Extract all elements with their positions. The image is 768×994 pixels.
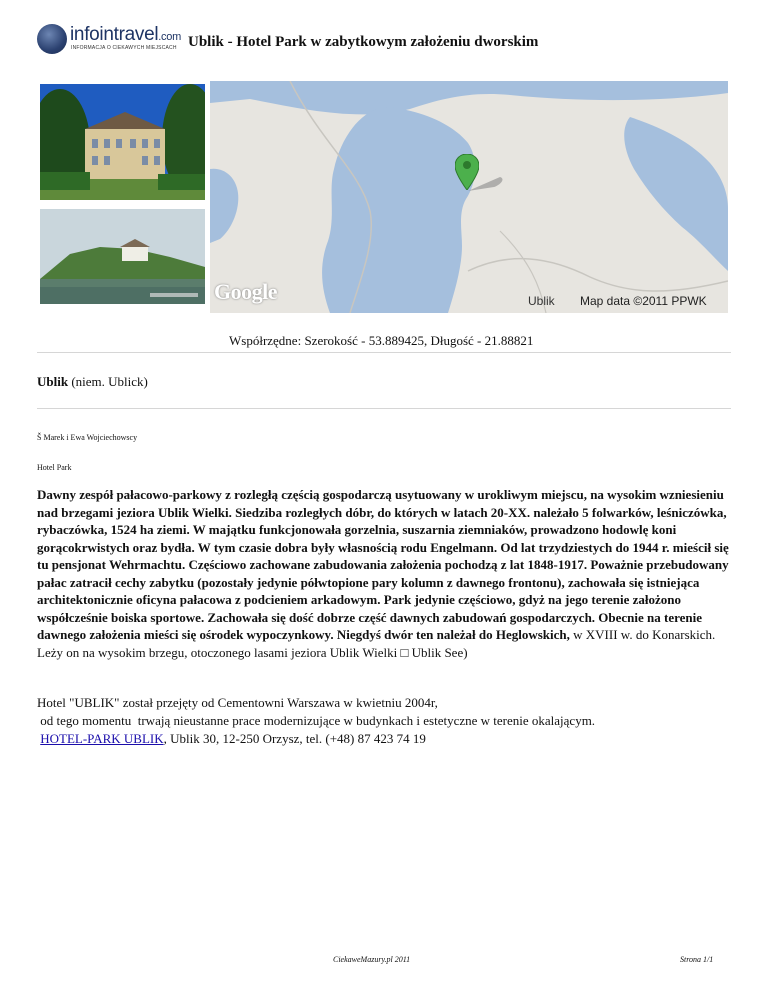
location-map[interactable] xyxy=(210,81,728,313)
coordinates: Współrzędne: Szerokość - 53.889425, Długość - 21.88821 xyxy=(229,333,534,348)
hotel-line-3: HOTEL-PARK UBLIK, Ublik 30, 12-250 Orzysz, tel. (+48) 87 423 74 19 xyxy=(40,731,426,746)
divider xyxy=(37,352,731,353)
map-place-label: Ublik xyxy=(528,294,555,308)
map-marker-icon[interactable] xyxy=(455,154,479,190)
footer-page: Strona 1/1 xyxy=(680,955,714,964)
page-title: Ublik - Hotel Park w zabytkowym założeniu dworskim xyxy=(188,34,539,50)
photo-credit: Š Marek i Ewa Wojciechowscy xyxy=(37,433,138,442)
globe-icon xyxy=(37,24,67,54)
logo-tagline: INFORMACJA O CIEKAWYCH MIEJSCACH xyxy=(71,45,177,51)
hotel-link[interactable]: HOTEL-PARK UBLIK xyxy=(40,731,164,746)
hotel-line-2: od tego momentu trwają nieustanne prace modernizujące w budynkach i estetyczne w terenie okalającym. xyxy=(37,713,596,728)
photo-caption: Hotel Park xyxy=(37,463,72,472)
map-attribution[interactable]: Map data ©2011 PPWK xyxy=(580,294,707,308)
place-name: Ublik (niem. Ublick) xyxy=(37,374,148,389)
hotel-info xyxy=(37,694,737,748)
site-logo[interactable] xyxy=(37,24,187,58)
description: Dawny zespół pałacowo-parkowy z rozległą częścią gospodarczą usytuowany w urokliwym miejscu, na wysokim wzniesieniu nad brzegami jeziora Ublik Wielki. Siedziba rozległych dóbr, do których w latach 20-XX. należało 5 folwarków, leśniczówka, rybaczówka, 1524 ha ziemi. W majątku funkcjonowała gorzelnia, suszarnia ziemniaków, prowadzono hodowlę koni gorącokrwistych oraz bydła. W tym czasie dobra były własnością rodu Engelmann. Od lat trzydziestych do 1944 r. mieścił się tu pensjonat Wehrmachtu. Częściowo zachowane zabudowania założenia pochodzą z lat 1848-1917. Poważnie przebudowany pałac zatracił cechy zabytku (pozostały jedynie półwtopione pary kolumn z dawnego frontonu), zachowała się istniejąca architektonicznie oficyna pałacowa z podcieniem arkadowym. Park jedynie częściowo, gdyż na jego terenie założono współcześnie boiska sportowe. Zachowała się dość dobrze część dawnych zabudowań gospodarczych. Obecnie na terenie dawnego założenia mieści się ośrodek wypoczynkowy. Niegdyś dwór ten należał do Heglowskich, w XVIII w. do Konarskich. Leży on na wysokim brzegu, otoczonego lasami jeziora Ublik Wielki □ Ublik See) xyxy=(37,487,729,660)
palace-photo xyxy=(40,84,205,200)
hotel-line-1: Hotel "UBLIK" został przejęty od Cementowni Warszawa w kwietniu 2004r, xyxy=(37,695,438,710)
logo-brand: infointravel.com xyxy=(70,24,181,45)
divider xyxy=(37,408,731,409)
footer-source: CiekaweMazury.pl 2011 xyxy=(333,955,411,964)
lake-photo xyxy=(40,209,205,304)
google-logo: Google xyxy=(214,279,277,304)
